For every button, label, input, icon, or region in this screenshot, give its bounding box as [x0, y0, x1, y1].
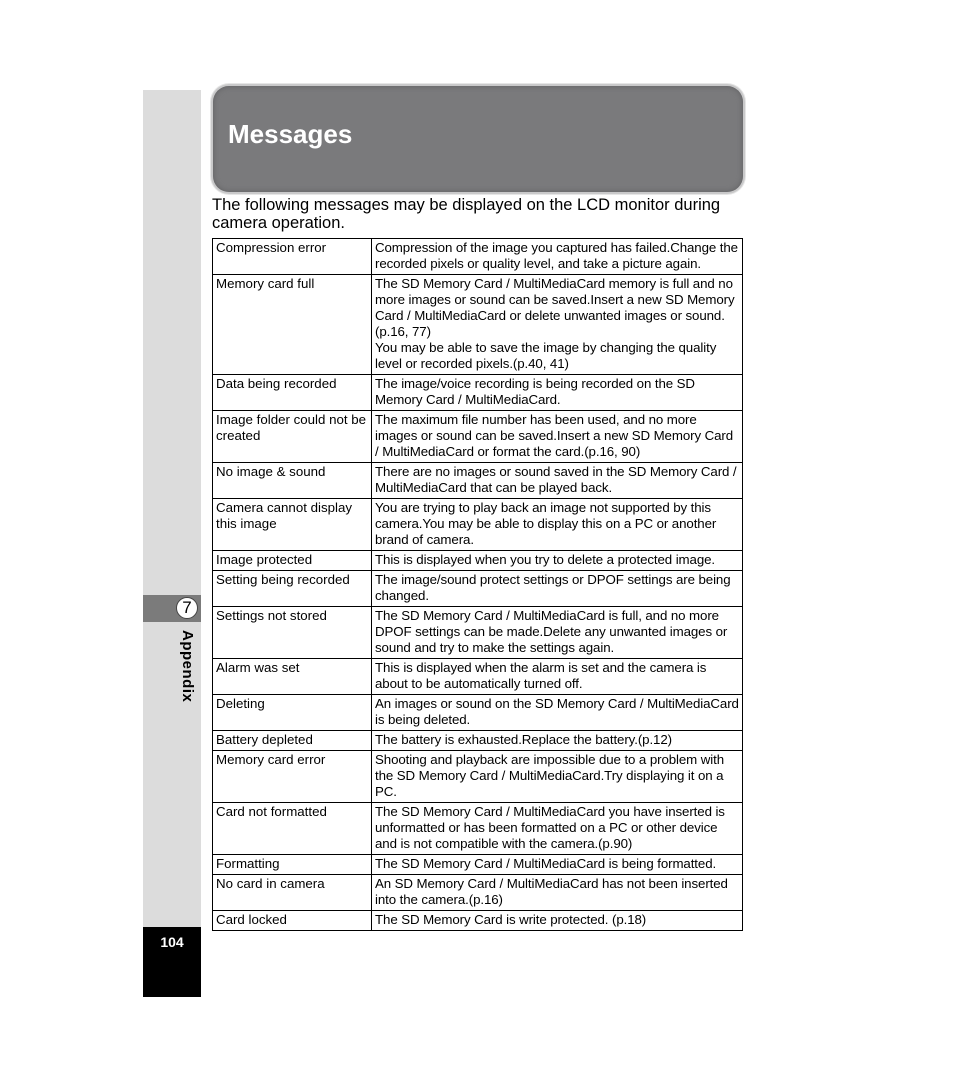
message-cell: Card not formatted	[213, 803, 372, 855]
message-cell: Camera cannot display this image	[213, 499, 372, 551]
message-cell: Memory card full	[213, 275, 372, 375]
table-row	[213, 875, 743, 911]
table-row	[213, 275, 743, 375]
message-cell: Compression error	[213, 239, 372, 275]
table-row	[213, 751, 743, 803]
table-row	[213, 855, 743, 875]
message-cell: No card in camera	[213, 875, 372, 911]
description-cell: There are no images or sound saved in the SD Memory Card / MultiMediaCard that can be played back.	[372, 463, 743, 499]
table-row	[213, 499, 743, 551]
description-cell: This is displayed when the alarm is set and the camera is about to be automatically turned off.	[372, 659, 743, 695]
chapter-number: 7	[176, 597, 198, 619]
page-number: 104	[160, 934, 184, 950]
message-cell: Memory card error	[213, 751, 372, 803]
table-row	[213, 803, 743, 855]
table-row	[213, 463, 743, 499]
description-cell	[372, 275, 743, 375]
table-row	[213, 375, 743, 411]
description-cell: The SD Memory Card / MultiMediaCard is full, and no more DPOF settings can be made.Delete any unwanted images or sound and try to make the settings again.	[372, 607, 743, 659]
table-row	[213, 695, 743, 731]
description-cell: The image/voice recording is being recorded on the SD Memory Card / MultiMediaCard.	[372, 375, 743, 411]
table-row	[213, 551, 743, 571]
message-cell: Settings not stored	[213, 607, 372, 659]
message-cell: Setting being recorded	[213, 571, 372, 607]
description-cell: The SD Memory Card / MultiMediaCard you have inserted is unformatted or has been formatted on a PC or other device and is not compatible with the camera.(p.90)	[372, 803, 743, 855]
table-row	[213, 239, 743, 275]
message-cell: No image & sound	[213, 463, 372, 499]
table-row	[213, 571, 743, 607]
table-row	[213, 659, 743, 695]
description-cell: The battery is exhausted.Replace the battery.(p.12)	[372, 731, 743, 751]
table-row	[213, 731, 743, 751]
intro-text: The following messages may be displayed on the LCD monitor during camera operation.	[212, 196, 721, 232]
table-row	[213, 911, 743, 931]
messages-table	[212, 238, 743, 931]
description-cell: The image/sound protect settings or DPOF settings are being changed.	[372, 571, 743, 607]
message-cell: Image protected	[213, 551, 372, 571]
description-note: You may be able to save the image by changing the quality level or recorded pixels.(p.40, 41)	[375, 340, 717, 371]
description-cell: The SD Memory Card is write protected. (p.18)	[372, 911, 743, 931]
description-cell: An images or sound on the SD Memory Card / MultiMediaCard is being deleted.	[372, 695, 743, 731]
description-cell: This is displayed when you try to delete a protected image.	[372, 551, 743, 571]
page-title: Messages	[228, 119, 353, 149]
message-cell: Card locked	[213, 911, 372, 931]
description-cell: Compression of the image you captured has failed.Change the recorded pixels or quality level, and take a picture again.	[372, 239, 743, 275]
description-cell: Shooting and playback are impossible due to a problem with the SD Memory Card / MultiMediaCard.Try displaying it on a PC.	[372, 751, 743, 803]
description-text: The SD Memory Card / MultiMediaCard memory is full and no more images or sound can be saved.Insert a new SD Memory Card / MultiMediaCard or delete unwanted images or sound.(p.16, 77)	[375, 276, 735, 339]
message-cell: Formatting	[213, 855, 372, 875]
sidebar-tab	[143, 90, 201, 927]
table-row	[213, 411, 743, 463]
message-cell: Deleting	[213, 695, 372, 731]
table-row	[213, 607, 743, 659]
description-cell: The maximum file number has been used, and no more images or sound can be saved.Insert a new SD Memory Card / MultiMediaCard or format the card.(p.16, 90)	[372, 411, 743, 463]
description-cell: An SD Memory Card / MultiMediaCard has not been inserted into the camera.(p.16)	[372, 875, 743, 911]
message-cell: Alarm was set	[213, 659, 372, 695]
message-cell: Battery depleted	[213, 731, 372, 751]
chapter-label: Appendix	[179, 630, 196, 703]
message-cell: Image folder could not be created	[213, 411, 372, 463]
message-cell: Data being recorded	[213, 375, 372, 411]
description-cell: The SD Memory Card / MultiMediaCard is being formatted.	[372, 855, 743, 875]
description-cell: You are trying to play back an image not supported by this camera.You may be able to display this on a PC or another brand of camera.	[372, 499, 743, 551]
